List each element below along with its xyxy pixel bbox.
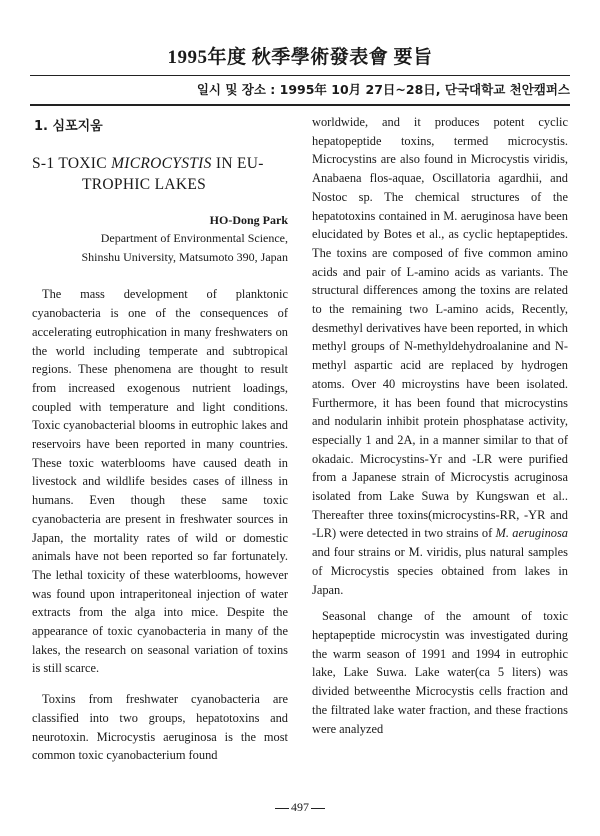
header-rule-top: [30, 75, 570, 76]
page-number: 497: [0, 800, 600, 815]
event-date-place: 일시 및 장소 : 1995年 10月 27日~28日, 단국대학교 천안캠퍼스: [196, 82, 570, 97]
affiliation-line-1: Department of Environmental Science,: [100, 231, 288, 246]
body-paragraph-3: Seasonal change of the amount of toxic heptapeptide microcystin was investigated during the warm season of 1991 and 1994 in eutrophic lake, Lake Suwa. Lake water(ca 5 liters) was divided betweenthe Microcystis cells fraction and the filtrated lake water fraction, and these fractions were analyzed: [312, 609, 568, 736]
title-genus: MICROCYSTIS: [111, 154, 212, 172]
paragraph-2-text-b: and four strains or M. viridis, plus natural samples of Microcystis species obtained from lakes in Japan.: [312, 545, 568, 597]
title-suffix: IN EU-: [211, 154, 264, 172]
title-prefix: S-1 TOXIC: [32, 154, 112, 172]
body-paragraph-1: The mass development of planktonic cyanobacteria is one of the consequences of accelerating eutrophication in many freshwaters on the world including temperate and subtropical regions. These phenomena are thought to result from increased exogenous nutrient loadings, coupled with temperature and light conditions. Toxic cyanobacterial blooms in eutrophic lakes and reservoirs have been reported in many countries. These toxic waterblooms have caused death in livestock and wildlife besides cases of illness in humans. Even though these same toxic cyanobacteria are present in freshwater sources in Japan, the mortality rates of wild or domestic animals have not been reported so far fortunately. The lethal toxicity of these waterblooms, however was found upon intraperitoneal injection of water extracts from the alga into mice. Despite the appearance of toxic cyanobacteria in many of the lakes, the research on seasonal variation of toxins is still scarce.: [32, 287, 288, 676]
paragraph-2-species: M. aeruginosa: [495, 526, 569, 541]
body-paragraph-2: Toxins from freshwater cyanobacteria are classified into two groups, hepatotoxins and neurotoxin. Microcystis aeruginosa is the most common toxic cyanobacterium found: [32, 692, 288, 763]
author-name: HO-Dong Park: [209, 212, 288, 227]
paper-title: [32, 153, 288, 195]
header-rule-bottom: [30, 104, 570, 106]
paragraph-2-text-a: worldwide, and it produces potent cyclic hepatopeptide toxins, termed microcystis. Microcystins are also found in Microcystis viridis, Anabaena flos-aquae, Oscillatoria agardhii, and Nostoc sp. The chemical structures of the hepatotoxins contained in M. aeruginosa have been elucidated by Botes et al., as cyclic heptapeptides. The toxins are composed of five common amino acids and pair of L-amino acids as variants. The structural differences among the toxins are related to the remaining two L-amino acids, Recently, desmethyl derivatives have been reported, in which methyl groups of N-methyldehydroalanine and N-methyl aspartic acid are replaced by hydrogen atoms. Over 40 microystins have been isolated. Furthermore, it has been found that microcystins and nodularin inhibit protein phosphatase activity, especially 1 and 2A, in a manner similar to that of okadaic. Microcystins-Yr and -LR were purified from a Japanese strain of Microcystis acruginosa isolated from Lake Suwa by Kungswan et al.. Thereafter three toxins(microcystins-RR, -YR and -LR) were detected in two strains of: [312, 115, 568, 541]
title-line-2: TROPHIC LAKES: [82, 175, 207, 193]
journal-header-title: 1995年度 秋季學術發表會 要旨: [167, 47, 433, 68]
affiliation-line-2: Shinshu University, Matsumoto 390, Japan: [81, 250, 288, 265]
section-heading: 1. 심포지움: [34, 119, 103, 134]
left-column: [32, 110, 288, 765]
author-affiliation: [32, 229, 288, 267]
body-paragraph-2-continued: [312, 113, 568, 599]
right-column: [312, 113, 568, 738]
